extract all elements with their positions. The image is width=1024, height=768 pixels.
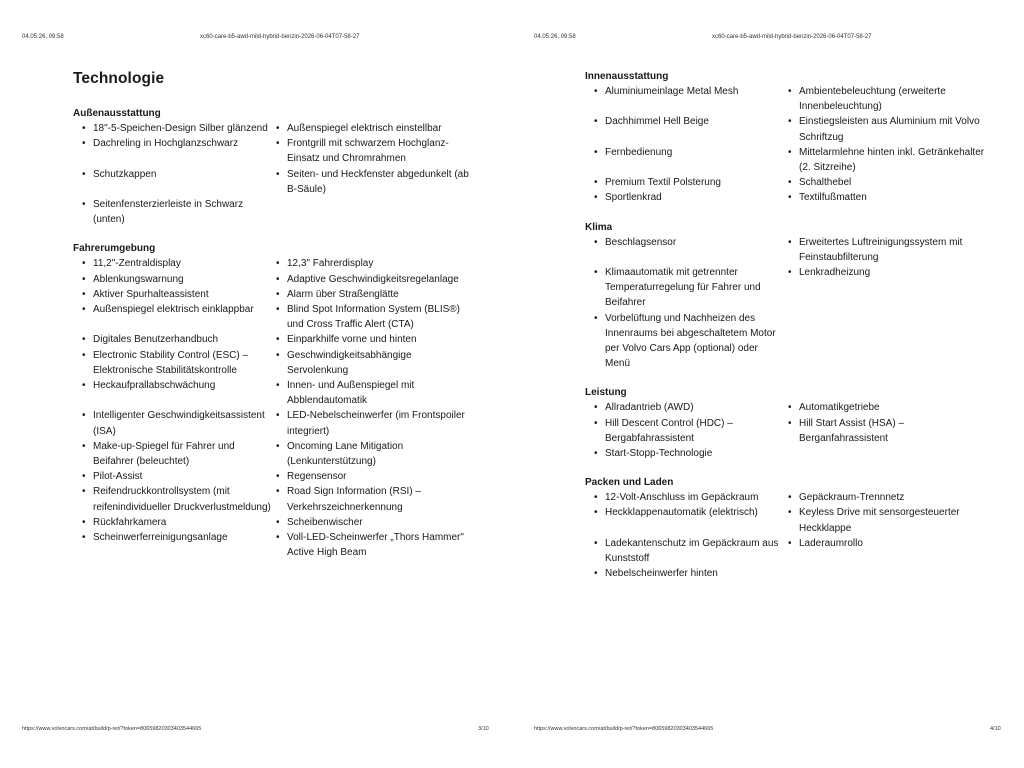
list-item: • Scheinwerferreinigungsanlage [81, 530, 271, 560]
page-title: Technologie [73, 70, 165, 87]
list-spacer [787, 311, 987, 372]
right-sections [585, 71, 985, 581]
list-item: • Lenkradheizung [787, 265, 987, 311]
list-item: • Laderaumrollo [787, 536, 987, 566]
footer-url: https://www.volvocars.com/at/build/p-ret/?token=80659820303403544665 [22, 726, 202, 732]
list-item: • Aluminiumeinlage Metal Mesh [593, 84, 783, 114]
list-item: • Alarm über Straßenglätte [275, 287, 475, 302]
list-item: • LED-Nebelscheinwerfer (im Frontspoiler integriert) [275, 408, 475, 438]
list-item: • Blind Spot Information System (BLIS®) und Cross Traffic Alert (CTA) [275, 302, 475, 332]
list-item: • Beschlagsensor [593, 235, 783, 265]
list-item: • Reifendruckkontrollsystem (mit reifenindividueller Druckverlustmeldung) [81, 484, 271, 514]
list-item: • Dachreling in Hochglanzschwarz [81, 136, 271, 166]
list-item: • Einparkhilfe vorne und hinten [275, 332, 475, 347]
section-heading: Leistung [585, 387, 627, 399]
list-item: • 18"-5-Speichen-Design Silber glänzend [81, 121, 271, 136]
list-item: • Rückfahrkamera [81, 515, 271, 530]
page-number: 4/10 [990, 726, 1001, 732]
list-item: • Seiten- und Heckfenster abgedunkelt (ab B-Säule) [275, 167, 475, 197]
feature-list [81, 256, 473, 560]
list-item: • Einstiegsleisten aus Aluminium mit Volvo Schriftzug [787, 114, 987, 144]
page-number: 3/10 [478, 726, 489, 732]
list-item: • Hill Descent Control (HDC) – Bergabfahrassistent [593, 416, 783, 446]
list-item: • Automatikgetriebe [787, 400, 987, 415]
page-3-content [73, 70, 473, 576]
list-item: • Frontgrill mit schwarzem Hochglanz-Einsatz und Chromrahmen [275, 136, 475, 166]
list-item: • Dachhimmel Hell Beige [593, 114, 783, 144]
print-date: 04.05.26, 09:58 [534, 34, 576, 40]
list-item: • Aktiver Spurhalteassistent [81, 287, 271, 302]
list-item: • Make-up-Spiegel für Fahrer und Beifahrer (beleuchtet) [81, 439, 271, 469]
list-item: • Pilot-Assist [81, 469, 271, 484]
section-aussenausstattung [73, 108, 473, 227]
print-date: 04.05.26, 09:58 [22, 34, 64, 40]
list-item: • Heckaufprallabschwächung [81, 378, 271, 408]
list-item: • Electronic Stability Control (ESC) – Elektronische Stabilitätskontrolle [81, 348, 271, 378]
page-4-content [585, 71, 985, 597]
section-fahrerumgebung [73, 243, 473, 560]
footer-url: https://www.volvocars.com/at/build/p-ret/?token=80659820303403544665 [534, 726, 714, 732]
list-item: • Außenspiegel elektrisch einklappbar [81, 302, 271, 332]
list-item: • Geschwindigkeitsabhängige Servolenkung [275, 348, 475, 378]
section-packen-und-laden [585, 477, 985, 581]
list-item: • Keyless Drive mit sensorgesteuerter Heckklappe [787, 505, 987, 535]
list-item: • Außenspiegel elektrisch einstellbar [275, 121, 475, 136]
list-item: • Ablenkungswarnung [81, 272, 271, 287]
list-item: • Adaptive Geschwindigkeitsregelanlage [275, 272, 475, 287]
list-spacer [787, 566, 987, 581]
list-item: • 11,2"-Zentraldisplay [81, 256, 271, 271]
list-item: • Nebelscheinwerfer hinten [593, 566, 783, 581]
section-innenausstattung [585, 71, 985, 206]
feature-list [593, 235, 985, 372]
feature-list [593, 490, 985, 581]
list-item: • Heckklappenautomatik (elektrisch) [593, 505, 783, 535]
list-item: • Mittelarmlehne hinten inkl. Getränkehalter (2. Sitzreihe) [787, 145, 987, 175]
list-item: • Voll-LED-Scheinwerfer „Thors Hammer" Active High Beam [275, 530, 475, 560]
page-4 [512, 0, 1024, 768]
list-item: • 12,3" Fahrerdisplay [275, 256, 475, 271]
section-heading: Fahrerumgebung [73, 243, 156, 255]
list-item: • Regensensor [275, 469, 475, 484]
list-item: • Ladekantenschutz im Gepäckraum aus Kunststoff [593, 536, 783, 566]
feature-list [81, 121, 473, 227]
section-heading: Außenausstattung [73, 108, 161, 119]
print-title: xc60-care-b5-awd-mild-hybrid-benzin-2026-06-04T07-58-27 [712, 34, 872, 40]
list-item: • Digitales Benutzerhandbuch [81, 332, 271, 347]
list-item: • Gepäckraum-Trennnetz [787, 490, 987, 505]
feature-list [593, 84, 985, 206]
list-item: • Ambientebeleuchtung (erweiterte Innenbeleuchtung) [787, 84, 987, 114]
feature-list [593, 400, 985, 461]
list-item: • Intelligenter Geschwindigkeitsassistent (ISA) [81, 408, 271, 438]
list-item: • Oncoming Lane Mitigation (Lenkunterstützung) [275, 439, 475, 469]
list-item: • Textilfußmatten [787, 190, 987, 205]
list-item: • Vorbelüftung und Nachheizen des Innenraums bei abgeschaltetem Motor per Volvo Cars App (optional) oder Menü [593, 311, 783, 372]
section-heading: Klima [585, 221, 613, 233]
section-heading: Innenausstattung [585, 71, 669, 82]
list-item: • 12-Volt-Anschluss im Gepäckraum [593, 490, 783, 505]
list-item: • Road Sign Information (RSI) – Verkehrszeichnerkennung [275, 484, 475, 514]
list-item: • Start-Stopp-Technologie [593, 446, 783, 461]
list-item: • Hill Start Assist (HSA) – Berganfahrassistent [787, 416, 987, 446]
list-item: • Innen- und Außenspiegel mit Abblendautomatik [275, 378, 475, 408]
list-item: • Schutzkappen [81, 167, 271, 197]
list-item: • Scheibenwischer [275, 515, 475, 530]
list-spacer [787, 446, 987, 461]
section-klima [585, 222, 985, 372]
list-item: • Klimaautomatik mit getrennter Temperaturregelung für Fahrer und Beifahrer [593, 265, 783, 311]
list-item: • Sportlenkrad [593, 190, 783, 205]
section-leistung [585, 387, 985, 461]
print-title: xc60-care-b5-awd-mild-hybrid-benzin-2026-06-04T07-58-27 [200, 34, 360, 40]
list-item: • Seitenfensterzierleiste in Schwarz (unten) [81, 197, 271, 227]
section-heading: Packen und Laden [585, 477, 674, 489]
list-item: • Allradantrieb (AWD) [593, 400, 783, 415]
list-spacer [275, 197, 475, 227]
list-item: • Premium Textil Polsterung [593, 175, 783, 190]
list-item: • Fernbedienung [593, 145, 783, 175]
list-item: • Erweitertes Luftreinigungssystem mit Feinstaubfilterung [787, 235, 987, 265]
left-sections [73, 108, 473, 560]
list-item: • Schalthebel [787, 175, 987, 190]
